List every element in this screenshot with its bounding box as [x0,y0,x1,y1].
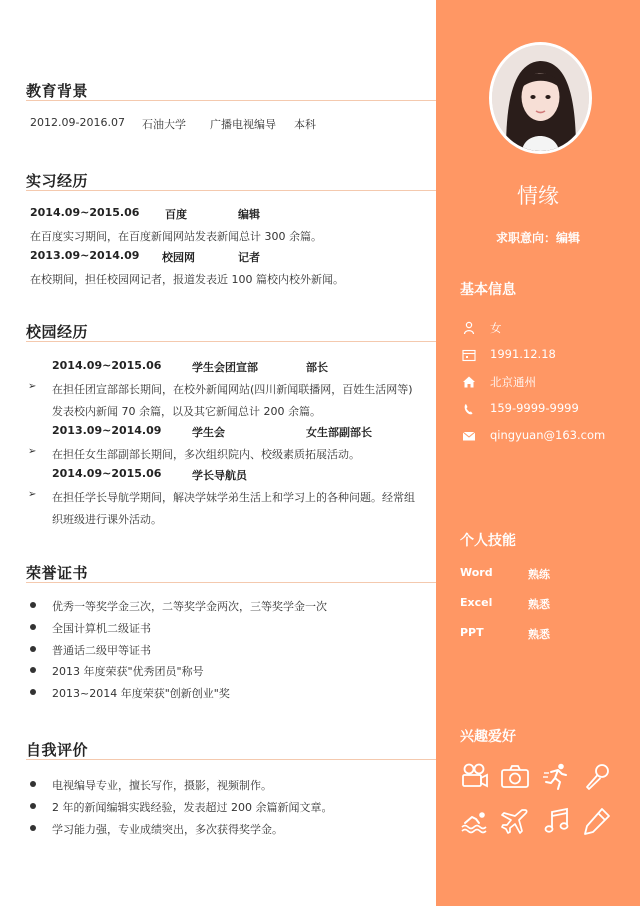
pencil-icon [582,806,612,836]
campus-desc: 在担任学长导航学期间，解决学妹学弟生活上和学习上的各种问题。经常组 [52,491,415,504]
honor-item: 全国计算机二级证书 [52,622,151,635]
internship-org: 校园网 [162,251,195,264]
person-icon [462,321,476,335]
home-icon [462,375,476,389]
section-title-internship: 实习经历 [26,172,89,190]
movie-camera-icon [460,762,490,792]
info-value: 女 [490,321,502,335]
info-value: 1991.12.18 [490,347,556,361]
portrait-photo [492,45,589,151]
section-title-education: 教育背景 [26,82,89,100]
bullet-dot-icon [30,646,36,652]
campus-desc: 在担任团宣部部长期间，在校外新闻网站(四川新闻联播网，百姓生活网等) [52,383,413,396]
skill-level: 熟悉 [528,628,550,641]
internship-role: 编辑 [238,208,260,221]
skill-level: 熟悉 [528,598,550,611]
internship-org: 百度 [165,208,187,221]
section-title-skills: 个人技能 [460,533,516,549]
honor-item: 优秀一等奖学金三次，二等奖学金两次，三等奖学金一次 [52,600,327,613]
skill-row [460,566,550,581]
section-title-campus: 校园经历 [26,323,89,341]
info-value: 159-9999-9999 [490,401,579,415]
campus-date: 2013.09~2014.09 [52,424,162,437]
music-note-icon [542,806,572,836]
bullet-dot-icon [30,624,36,630]
divider [26,582,436,583]
self-eval-item: 2 年的新闻编辑实践经验，发表超过 200 余篇新闻文章。 [52,801,333,814]
campus-date: 2014.09~2015.06 [52,359,162,372]
airplane-icon [500,806,530,836]
campus-org: 学生会 [192,426,225,439]
campus-org: 学长导航员 [192,469,247,482]
self-eval-item: 电视编导专业，擅长写作，摄影，视频制作。 [52,779,272,792]
skill-name: PPT [460,626,484,639]
education-date: 2012.09-2016.07 [30,116,125,129]
bullet-dot-icon [30,803,36,809]
bullet-dot-icon [30,602,36,608]
education-school: 石油大学 [142,118,186,131]
campus-desc: 发表校内新闻 70 余篇，以及其它新闻总计 200 余篇。 [52,405,321,418]
internship-date: 2014.09~2015.06 [30,206,140,219]
internship-desc: 在百度实习期间，在百度新闻网站发表新闻总计 300 余篇。 [30,230,322,243]
sidebar [436,0,640,906]
info-value: qingyuan@163.com [490,428,606,442]
campus-role: 部长 [306,361,328,374]
honor-item: 2013 年度荣获"优秀团员"称号 [52,665,204,678]
phone-icon [462,402,476,416]
education-degree: 本科 [294,118,316,131]
internship-role: 记者 [238,251,260,264]
skill-name: Excel [460,596,493,609]
campus-desc: 在担任女生部副部长期间，多次组织院内、校级素质拓展活动。 [52,448,360,461]
arrow-bullet-icon: ➢ [28,489,37,500]
skill-row [460,596,550,611]
skill-level: 熟练 [528,568,550,581]
self-eval-item: 学习能力强，专业成绩突出，多次获得奖学金。 [52,823,283,836]
honor-item: 普通话二级甲等证书 [52,644,151,657]
skill-name: Word [460,566,493,579]
internship-date: 2013.09~2014.09 [30,249,140,262]
honor-item: 2013~2014 年度荣获"创新创业"奖 [52,687,230,700]
arrow-bullet-icon: ➢ [28,446,37,457]
calendar-icon [462,348,476,362]
campus-desc: 织班级进行课外活动。 [52,513,162,526]
divider [26,100,436,101]
divider [26,190,436,191]
campus-date: 2014.09~2015.06 [52,467,162,480]
bullet-dot-icon [30,689,36,695]
bullet-dot-icon [30,825,36,831]
education-major: 广播电视编导 [210,118,276,131]
mail-icon [462,429,476,443]
info-value: 北京通州 [490,375,536,389]
section-title-basic-info: 基本信息 [460,282,516,298]
internship-desc: 在校期间，担任校园网记者，报道发表近 100 篇校内校外新闻。 [30,273,344,286]
candidate-name: 情缘 [517,184,559,208]
campus-org: 学生会团宣部 [192,361,258,374]
section-title-hobbies: 兴趣爱好 [460,729,516,745]
divider [26,759,436,760]
running-icon [542,762,572,792]
skill-row [460,626,550,641]
bullet-dot-icon [30,667,36,673]
campus-role: 女生部副部长 [306,426,372,439]
bullet-dot-icon [30,781,36,787]
divider [26,341,436,342]
microphone-icon [582,762,612,792]
job-intent: 求职意向：编辑 [495,231,580,245]
section-title-honors: 荣誉证书 [26,564,89,582]
swimming-icon [460,806,490,836]
arrow-bullet-icon: ➢ [28,381,37,392]
section-title-self-evaluation: 自我评价 [26,741,89,759]
avatar [489,42,592,154]
camera-icon [500,762,530,792]
